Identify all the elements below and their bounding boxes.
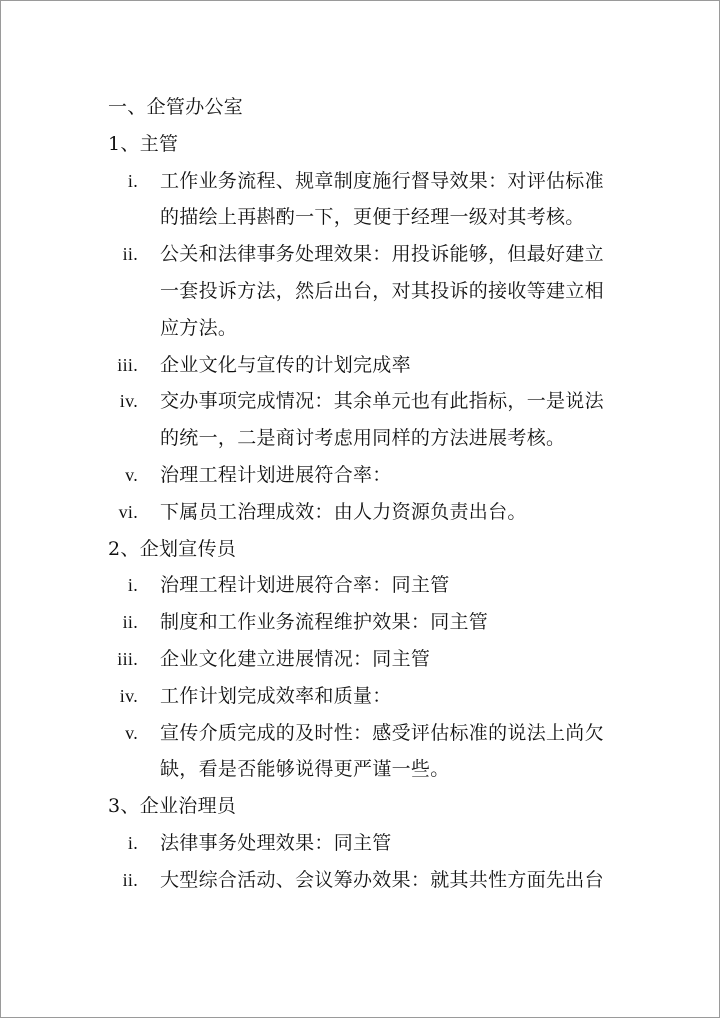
list-item bbox=[0, 383, 720, 420]
list-item bbox=[0, 236, 720, 273]
item-number: v. bbox=[125, 722, 138, 743]
list-item bbox=[0, 604, 720, 641]
item-text: 的描绘上再斟酌一下，更便于经理一级对其考核。 bbox=[160, 206, 585, 229]
item-text: 一套投诉方法，然后出台，对其投诉的接收等建立相 bbox=[160, 279, 604, 302]
list-item-continuation bbox=[0, 199, 720, 236]
list-item-continuation bbox=[0, 420, 720, 457]
list-item-continuation bbox=[0, 273, 720, 310]
list-item bbox=[0, 347, 720, 384]
item-text: 交办事项完成情况：其余单元也有此指标，一是说法 bbox=[160, 390, 604, 413]
list-item bbox=[0, 825, 720, 862]
item-number: iii. bbox=[117, 648, 138, 669]
section-heading: 2、企划宣传员 bbox=[108, 537, 237, 560]
list-item-continuation bbox=[0, 751, 720, 788]
document-body bbox=[0, 89, 720, 899]
item-number: ii. bbox=[122, 869, 138, 890]
item-text: 法律事务处理效果：同主管 bbox=[160, 831, 392, 854]
section-heading: 1、主管 bbox=[108, 132, 179, 155]
item-text: 制度和工作业务流程维护效果：同主管 bbox=[160, 611, 489, 634]
item-number: iv. bbox=[119, 685, 138, 706]
item-text: 缺，看是否能够说得更严谨一些。 bbox=[160, 758, 450, 781]
item-number: iv. bbox=[119, 391, 138, 412]
item-text: 工作业务流程、规章制度施行督导效果：对评估标准 bbox=[160, 169, 604, 192]
item-number: ii. bbox=[122, 244, 138, 265]
item-text: 工作计划完成效率和质量： bbox=[160, 684, 392, 707]
item-text: 大型综合活动、会议筹办效果：就其共性方面先出台 bbox=[160, 868, 604, 891]
item-number: i. bbox=[127, 170, 138, 191]
item-text: 宣传介质完成的及时性：感受评估标准的说法上尚欠 bbox=[160, 721, 604, 744]
item-number: ii. bbox=[122, 612, 138, 633]
item-text: 的统一，二是商讨考虑用同样的方法进展考核。 bbox=[160, 427, 566, 450]
item-number: vi. bbox=[118, 501, 138, 522]
item-text: 治理工程计划进展符合率：同主管 bbox=[160, 574, 450, 597]
item-number: v. bbox=[125, 464, 138, 485]
list-item bbox=[0, 862, 720, 899]
list-item bbox=[0, 163, 720, 200]
section-heading: 3、企业治理员 bbox=[108, 795, 237, 818]
item-text: 下属员工治理成效：由人力资源负责出台。 bbox=[160, 500, 527, 523]
item-number: iii. bbox=[117, 354, 138, 375]
item-text: 应方法。 bbox=[160, 316, 238, 339]
item-text: 企业文化建立进展情况：同主管 bbox=[160, 647, 431, 670]
list-item bbox=[0, 494, 720, 531]
list-item-continuation bbox=[0, 310, 720, 347]
list-item bbox=[0, 567, 720, 604]
item-text: 企业文化与宣传的计划完成率 bbox=[160, 353, 411, 376]
item-number: i. bbox=[127, 832, 138, 853]
list-item bbox=[0, 678, 720, 715]
list-item bbox=[0, 715, 720, 752]
list-item bbox=[0, 641, 720, 678]
item-text: 公关和法律事务处理效果：用投诉能够，但最好建立 bbox=[160, 243, 604, 266]
list-item bbox=[0, 457, 720, 494]
item-text: 治理工程计划进展符合率： bbox=[160, 463, 392, 486]
item-number: i. bbox=[127, 575, 138, 596]
document-title: 一、企管办公室 bbox=[108, 96, 244, 118]
